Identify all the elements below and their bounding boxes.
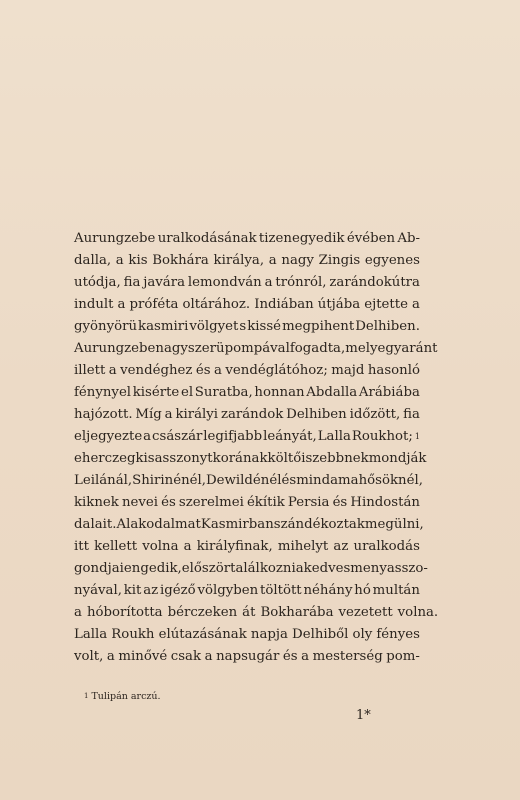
word: kisérte bbox=[132, 385, 180, 400]
word: a bbox=[143, 429, 152, 444]
text-line bbox=[74, 558, 428, 580]
word: fia bbox=[403, 407, 420, 422]
word: a bbox=[264, 275, 273, 290]
word: A bbox=[116, 517, 127, 532]
word: mesterség bbox=[312, 649, 383, 664]
signature-mark: 1* bbox=[356, 708, 371, 723]
word: a bbox=[115, 253, 124, 268]
word: és bbox=[282, 649, 298, 664]
word: zarándok bbox=[220, 407, 284, 422]
word: Hindostán bbox=[350, 495, 420, 510]
word: királya, bbox=[213, 253, 265, 268]
word: útjába bbox=[317, 297, 361, 312]
word: találkoznia bbox=[230, 561, 304, 576]
word: dalla, bbox=[74, 253, 112, 268]
word: kis bbox=[128, 253, 148, 268]
word: zarándokútra bbox=[329, 275, 420, 290]
word: napsugár bbox=[216, 649, 280, 664]
text-line bbox=[74, 294, 420, 316]
word: a bbox=[108, 363, 117, 378]
word: a bbox=[301, 649, 310, 664]
word: Bokharába bbox=[260, 605, 334, 620]
word: Aurungzebe bbox=[74, 231, 156, 246]
word: a bbox=[74, 605, 82, 620]
word: uralkodás bbox=[353, 539, 420, 554]
word: uralkodásának bbox=[157, 231, 257, 246]
word: volt, bbox=[74, 649, 104, 664]
word: gondjai bbox=[74, 561, 124, 576]
word: és bbox=[161, 495, 176, 510]
text-line bbox=[74, 470, 423, 492]
word: Delhiből bbox=[292, 627, 349, 642]
word: Lalla bbox=[74, 627, 108, 642]
word: és bbox=[195, 363, 211, 378]
word: Arábiába bbox=[358, 385, 420, 400]
word: fénynyel bbox=[74, 385, 132, 400]
word: mondják bbox=[368, 451, 427, 466]
word: Roukhot; $^1$ bbox=[351, 429, 420, 444]
word: Delhiben bbox=[286, 407, 347, 422]
word: Delhiben. bbox=[355, 319, 420, 334]
word: völgyben bbox=[197, 583, 259, 598]
word: leányát, bbox=[263, 429, 317, 444]
word: lemondván bbox=[187, 275, 262, 290]
word: fia bbox=[123, 275, 141, 290]
text-line bbox=[74, 316, 420, 338]
word: a bbox=[183, 539, 192, 554]
word: a bbox=[268, 253, 277, 268]
word: kit bbox=[123, 583, 142, 598]
text-line bbox=[74, 228, 420, 250]
word: töltött bbox=[260, 583, 302, 598]
word: szerelmei bbox=[178, 495, 244, 510]
word: mely bbox=[345, 341, 378, 356]
word: királyfinak, bbox=[196, 539, 273, 554]
word: Persia bbox=[287, 495, 330, 510]
text-line bbox=[74, 514, 424, 536]
word: vezetett bbox=[338, 605, 393, 620]
word: szebbnek bbox=[305, 451, 369, 466]
word: mihelyt bbox=[277, 539, 329, 554]
word: Kasmirban bbox=[200, 517, 274, 532]
word: és bbox=[281, 473, 297, 488]
word: eljegyezte bbox=[74, 429, 143, 444]
word: javára bbox=[143, 275, 186, 290]
word: az bbox=[333, 539, 349, 554]
word: hó bbox=[354, 583, 371, 598]
word: itt bbox=[74, 539, 89, 554]
text-line bbox=[74, 426, 420, 448]
word: hóborította bbox=[86, 605, 163, 620]
word: a bbox=[204, 649, 213, 664]
word: megülni, bbox=[364, 517, 424, 532]
text-line bbox=[74, 448, 427, 470]
word: néhány bbox=[303, 583, 353, 598]
word: kellett bbox=[94, 539, 138, 554]
word: a bbox=[106, 649, 115, 664]
footnote-marker: 1 bbox=[84, 692, 89, 700]
word: évében bbox=[346, 231, 396, 246]
text-line bbox=[74, 338, 438, 360]
word: Leilánál, bbox=[74, 473, 133, 488]
word: Dewildénél bbox=[206, 473, 282, 488]
word: Shirinénél, bbox=[132, 473, 206, 488]
word: csak bbox=[170, 649, 202, 664]
word: utódja, bbox=[74, 275, 121, 290]
word: mindama bbox=[296, 473, 359, 488]
text-line bbox=[74, 580, 420, 602]
text-line bbox=[74, 272, 420, 294]
word: a bbox=[117, 297, 126, 312]
word: illett bbox=[74, 363, 106, 378]
text-line bbox=[74, 250, 420, 272]
word: hasonló bbox=[367, 363, 420, 378]
word: dalait. bbox=[74, 517, 117, 532]
word: engedik, bbox=[123, 561, 182, 576]
word: ékítik bbox=[246, 495, 285, 510]
word: trónról, bbox=[275, 275, 327, 290]
word: gyönyörü bbox=[74, 319, 138, 334]
word: igéző bbox=[159, 583, 196, 598]
body-text bbox=[74, 228, 439, 668]
word: Roukh bbox=[111, 627, 155, 642]
word: lakodalmat bbox=[126, 517, 201, 532]
paragraph-1 bbox=[74, 228, 439, 624]
word: nagy bbox=[281, 253, 314, 268]
word: fényes bbox=[376, 627, 420, 642]
paragraph-2 bbox=[74, 624, 420, 668]
text-line bbox=[74, 360, 420, 382]
word: honnan bbox=[254, 385, 305, 400]
word: a bbox=[214, 363, 222, 378]
footnote-text: Tulipán arczú. bbox=[91, 691, 161, 702]
word: kissé bbox=[247, 319, 282, 334]
word: volna. bbox=[397, 605, 439, 620]
word: s bbox=[239, 319, 247, 334]
word: Míg bbox=[135, 407, 162, 422]
word: a bbox=[164, 407, 173, 422]
word: bérczeken bbox=[167, 605, 238, 620]
word: legifjabb bbox=[203, 429, 263, 444]
word: Abdalla bbox=[306, 385, 358, 400]
text-line bbox=[74, 536, 420, 558]
word: el bbox=[180, 385, 194, 400]
word: hősöknél, bbox=[358, 473, 423, 488]
word: Lalla bbox=[317, 429, 351, 444]
word: császár bbox=[152, 429, 203, 444]
word: a bbox=[412, 297, 420, 312]
word: Indiában bbox=[254, 297, 314, 312]
word: menyasszo- bbox=[350, 561, 428, 576]
word: multán bbox=[372, 583, 420, 598]
word: oly bbox=[352, 627, 373, 642]
word: királyi bbox=[175, 407, 219, 422]
word: tizenegyedik bbox=[258, 231, 345, 246]
word: oltárához. bbox=[182, 297, 251, 312]
word: fogadta, bbox=[289, 341, 346, 356]
word: herczegkisasszonyt bbox=[81, 451, 213, 466]
word: kedves bbox=[303, 561, 351, 576]
word: Ab- bbox=[397, 231, 420, 246]
text-line bbox=[74, 646, 420, 668]
word: napja bbox=[250, 627, 288, 642]
word: vendéglátóhoz; bbox=[225, 363, 328, 378]
word: korának bbox=[212, 451, 268, 466]
word: ejtette bbox=[364, 297, 408, 312]
word: völgyet bbox=[189, 319, 239, 334]
word: egyaránt bbox=[377, 341, 438, 356]
word: pompával bbox=[224, 341, 290, 356]
word: majd bbox=[331, 363, 365, 378]
word: kasmiri bbox=[138, 319, 189, 334]
word: az bbox=[143, 583, 159, 598]
word: Aurungzebe bbox=[74, 341, 156, 356]
word: szándékoztak bbox=[273, 517, 365, 532]
text-line bbox=[74, 624, 420, 646]
text-line bbox=[74, 602, 439, 624]
word: elútazásának bbox=[158, 627, 247, 642]
word: Suratba, bbox=[194, 385, 253, 400]
word: minővé bbox=[118, 649, 168, 664]
word: kiknek bbox=[74, 495, 119, 510]
text-line bbox=[74, 404, 420, 426]
word: nyával, bbox=[74, 583, 122, 598]
word: hajózott. bbox=[74, 407, 133, 422]
word: volna bbox=[142, 539, 179, 554]
word: vendéghez bbox=[120, 363, 193, 378]
word: Zingis bbox=[318, 253, 361, 268]
word: időzött, bbox=[349, 407, 401, 422]
text-line bbox=[74, 382, 420, 404]
word: próféta bbox=[129, 297, 179, 312]
footnote bbox=[84, 690, 161, 704]
footnote-reference: 1 bbox=[414, 432, 420, 441]
word: Bokhára bbox=[152, 253, 209, 268]
word: egyenes bbox=[364, 253, 420, 268]
word: nevei bbox=[121, 495, 159, 510]
word: először bbox=[181, 561, 231, 576]
word: és bbox=[332, 495, 348, 510]
word: megpihent bbox=[282, 319, 355, 334]
word: költői bbox=[267, 451, 306, 466]
text-line bbox=[74, 492, 420, 514]
word: indult bbox=[74, 297, 114, 312]
word: pom- bbox=[386, 649, 420, 664]
word: át bbox=[242, 605, 256, 620]
word: e bbox=[74, 451, 82, 466]
word: nagyszerü bbox=[155, 341, 225, 356]
